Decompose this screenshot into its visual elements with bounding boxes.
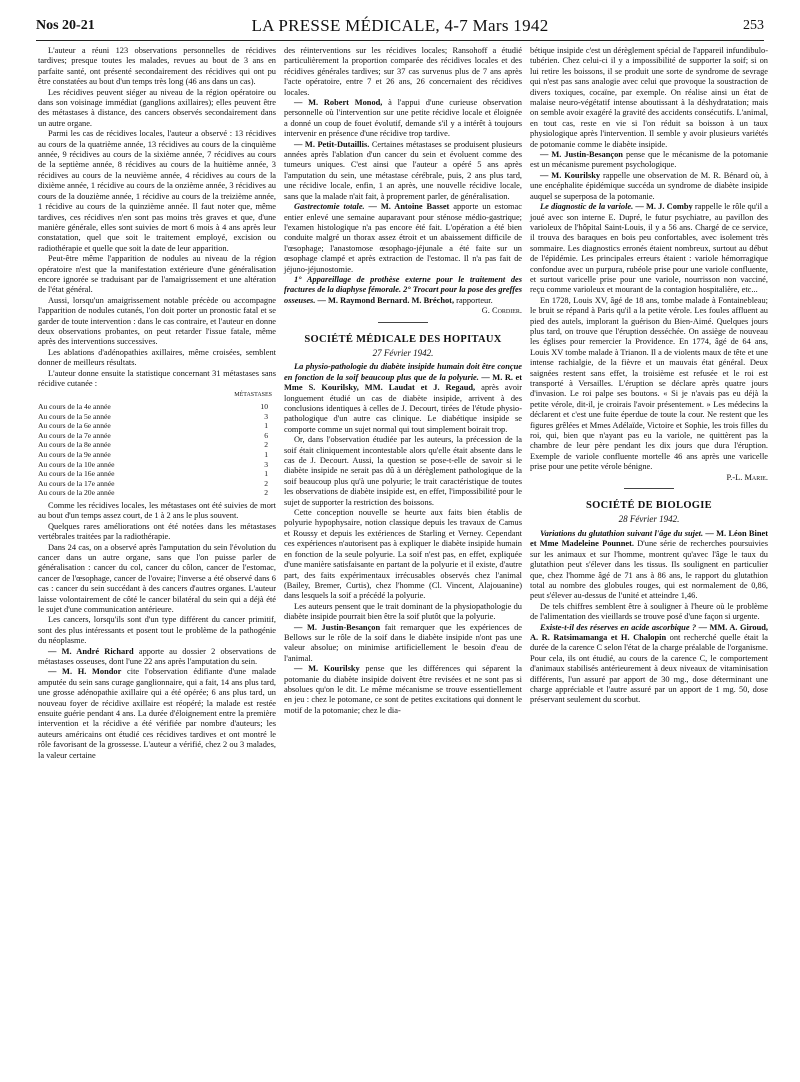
row-label: Au cours de la 17e année	[38, 478, 115, 488]
row-label: Au cours de la 4e année	[38, 402, 111, 411]
paragraph: Comme les récidives locales, les métastases ont été suivies de mort au bout d'un temps assez court, de 1 à 2 ans le plus souvent.	[38, 500, 276, 521]
paragraph	[530, 171, 768, 202]
speaker-name: — M. André Richard	[48, 646, 134, 656]
paragraph	[284, 140, 522, 202]
paragraph-text: apporte au dossier 2 observations de métastases osseuses, dont l'une 22 ans après l'amputation du sein.	[38, 646, 276, 667]
section-divider	[378, 322, 428, 323]
table-header: MÉTASTASES	[234, 392, 272, 399]
row-label: Au cours de la 8e année	[38, 440, 111, 450]
speaker-name: — M. Justin-Besançon	[294, 622, 381, 632]
paragraph: Quelques rares améliorations ont été notées dans les métastases vertébrales traitées par la radiothérapie.	[38, 521, 276, 542]
row-value: 2	[264, 488, 268, 498]
paragraph-text: rappelle une observation de M. R. Bénard où, à une encéphalite épidémique succéda un syndrome de diabète insipide auquel se superposa de la potomanie.	[530, 170, 768, 201]
speaker-name: — M. Léon Binet et Mme Madeleine Pounnet.	[530, 528, 768, 549]
table-row	[38, 412, 276, 422]
paragraph: Les récidives peuvent siéger au niveau de la région opératoire ou dans son voisinage immédiat (ganglions axillaires); elles peuvent être des métastases à distance, des cancers observés secondairement dans un autre organe.	[38, 87, 276, 128]
paragraph-text: cite l'observation édifiante d'une malade amputée du sein sans curage ganglionnaire, qui a fait, 14 ans plus tard, une grosse adénopathie axillaire qui a été opérée; 6 ans plus tard, un nouveau foyer de récidive axillaire est réopéré; la malade est restée ensuite guérie pendant 4 ans. La durée d'éloignement entre la première intervention et la récidive a été vérifiée par nombre d'auteurs; les auteurs américains ont étudié ces récidives tardives et ont montré le rôle favorisant de la grossesse. L'auteur a vérifié, chez 2 ou 3 malades, la valeur certaine	[38, 667, 277, 760]
paragraph	[530, 529, 768, 602]
row-value: 6	[264, 430, 268, 440]
table-row	[38, 479, 276, 489]
paragraph: Les auteurs pensent que le trait dominant de la physiopathologie du diabète insipide pourrait bien être la soif plutôt que la polyurie.	[284, 601, 522, 622]
paragraph-text: pense que le mécanisme de la potomanie est un mécanisme purement psychologique.	[530, 150, 768, 170]
speaker-name: — M. H. Mondor	[48, 667, 122, 677]
row-value: 1	[264, 449, 268, 459]
paragraph-text: pense que les différences qui séparent la potomanie du diabète insipide doivent être revisées et ne sont pas si absolues qu'on le dit. Le même mécanisme se trouve essentiellement en jeu : chez le potomane, ce sont de petites excitations qui donnent le motif de la potomanie; chez le dia-	[284, 664, 522, 715]
table-row	[38, 421, 276, 431]
section-title: Variations du glutathion suivant l'âge du sujet.	[540, 528, 704, 538]
speaker-name: — M. J. Comby	[633, 202, 693, 212]
section-title: 1° Appareillage de prothèse externe pour le traitement des fractures de la diaphyse fémorale. 2° Trocart pour la pose des greffes osseuses.	[284, 274, 522, 305]
page-number: 253	[743, 18, 764, 33]
paragraph	[284, 362, 522, 435]
column-1	[38, 46, 276, 761]
row-label: Au cours de la 10e année	[38, 459, 115, 469]
table-row	[38, 402, 276, 412]
row-label: Au cours de la 9e année	[38, 449, 111, 459]
section-divider	[624, 488, 674, 489]
paragraph: Cette conception nouvelle se heurte aux faits bien établis de polyurie hypophysaire, notion classique depuis les travaux de Camus et Roussy et depuis les extériences de Starling et Verney. Cependant ces expériences n'autorisent pas à expliquer le diabète insipide humain en fonction de la seule polyurie. La soif n'est pas, en effet, expliquée d'une manière satisfaisante en partant de la polyurie et il existe, d'autre part, des faits expérimentaux irrécusables observés chez l'animal (Bailey, Bremer, Curtis), chez l'homme (Cl. Vincent, Alajouanine) dans lesquels la soif a précédé la polyurie.	[284, 508, 522, 601]
paragraph-text: après avoir longuement étudié un cas de diabète insipide, arrivent à des conclusions identiques à celles de J. Decourt, tirées de l'étude physio-pathologique d'un autre cas clinique. Le diabétique insipide se comporte comme un sujet normal qui tout simplement boirait trop.	[284, 383, 522, 434]
column-3	[530, 46, 768, 706]
paragraph: Les cancers, lorsqu'ils sont d'un type différent du cancer primitif, sont des plus intéressants et posent tout le problème de la pathogénie du néoplasme.	[38, 615, 276, 646]
issue-number: Nos 20-21	[36, 18, 95, 33]
paragraph: Parmi les cas de récidives locales, l'auteur a observé : 13 récidives au cours de la quatrième année, 13 récidives au cours de la cinquième année, 9 récidives au cours de la sixième année, 7 récidives au cours de la septième année, 8 récidives au cours de la huitième année, 3 récidives au cours de la neuvième année, 4 récidives au cours de la dixième année, 1 récidive au cours de la onzième année, 3 récidives au cours de la douzième année, 1 récidive au cours de la treizième année, 1 récidive au cours de la quinzième année. Il faut noter que, même tardives, ces récidives n'en sont pas moins très graves et que, d'une manière générale, elles sont suivies de mort 6 mois à 4 ans après leur constatation, quel que soit le traitement employé, excision ou radiothérapie et quelle que soit la date de leur apparition.	[38, 129, 276, 253]
paragraph	[284, 623, 522, 665]
paragraph-text: apporte un estomac entier enlevé une semaine auparavant pour sténose médio-gastrique; l'examen histologique n'a pas encore été fait. L'opération a été bien conduite malgré un thorax assez étroit et un abaissement difficile de l'œsophage; l'anastomose œsophago-jéjunale a été faite sur un œsophage clampé et après extraction de l'estomac. Il n'a pas fait de jéjuno-jéjunostomie.	[284, 202, 522, 274]
column-2	[284, 46, 522, 716]
paragraph: Or, dans l'observation étudiée par les auteurs, la précession de la soif était cliniquement incontestable alors qu'elle était absente dans le cas de J. Decourt. Aussi, la question se pose-t-elle de savoir si le diabète insipide ne serait pas dû à un dérèglement pathologique de la soif beaucoup plus qu'à une polyurie; le trait caractéristique de toutes les observations de diabète insipide est, en effet, l'impossibilité pour le sujet de supporter la restriction des boissons.	[284, 435, 522, 507]
speaker-name: — M. Antoine Basset	[364, 202, 450, 212]
paragraph: Les ablations d'adénopathies axillaires, même croisées, semblent donner de meilleurs résultats.	[38, 347, 276, 368]
paragraph	[284, 275, 522, 306]
row-value: 3	[264, 411, 268, 421]
paragraph: L'auteur donne ensuite la statistique concernant 31 métastases sans récidive cutanée :	[38, 368, 276, 388]
paragraph: De tels chiffres semblent être à souligner à l'heure où le problème de l'alimentation des vieillards se trouve posé d'une façon si urgente.	[530, 601, 768, 622]
row-value: 2	[264, 440, 268, 450]
speaker-name: — M. Petit-Dutaillis.	[294, 139, 370, 149]
metastases-table	[38, 390, 276, 498]
paragraph: bétique insipide c'est un dérèglement spécial de l'appareil infundibulo-tubérien. Chez celui-ci il y a impossibilité de supporter la soif; si on lui retire les boissons, il se produit une sorte de syndrome de sevrage qui n'est pas sans analogie avec celui que provoque la soustraction de divers toxiques, cocaïne, par exemple. On réalise ainsi un état de malaise neuro-végétatif intense aboutissant à la déshydratation; mais on semble avoir exagéré la gravité des accidents consécutifs. L'animal, en tout cas, reste en vie si l'on réduit sa boisson à un taux physiologique après l'intervention. Il semble y avoir plusieurs variétés de potomanie comme le diabète insipide.	[530, 46, 768, 149]
table-row	[38, 450, 276, 460]
section-title: Gastrectomie totale.	[294, 202, 365, 212]
row-value: 2	[264, 478, 268, 488]
paragraph	[284, 98, 522, 140]
speaker-name: — M. Kourilsky	[540, 170, 601, 180]
society-heading: SOCIÉTÉ MÉDICALE DES HOPITAUX	[304, 333, 502, 345]
signature: P.-L. Marie.	[726, 472, 768, 482]
section-title: Le diagnostic de la variole.	[540, 202, 634, 212]
table-row	[38, 431, 276, 441]
session-date: 27 Février 1942.	[372, 347, 434, 358]
paragraph: En 1728, Louis XV, âgé de 18 ans, tombe malade à Fontainebleau; le bruit se répand à Paris qu'il a la petite vérole. Les foules affluent au pied des autels, implorant la guérison du Bien-Aimé. Quelques jours plus tard, on trouve que l'éruption desséchée. On assiège de nouveau les églises pour remercier la Providence. En 1774, âgé de 64 ans, Louis XV tombe malade à Trianon. Il a de violents maux de tête et une intense rachialgie, de la fièvre et un mauvais état général. Deux saignées restent sans effet, la troisième est refusée et le roi est transporté à Versailles. L'éruption se déclare après quatre jours d'invasion. Le roi palpe ses boutons. « Si je n'avais pas eu déjà la petite vérole, dit-il, je croirais l'avoir présentement. » Les médecins la déclarent et c'est une fuite éperdue de toute la cour. Ne restent que les figures grêlées et Mmes Adélaïde, Victoire et Sophie, les trois filles du roi, qui, bien que n'ayant pas eu la variole, ne quittèrent pas la chambre de leur père pendant les dix jours que dura l'éruption. Exemple de variole confluente mortelle 46 ans après une varicelle prise pour une petite vérole bénigne.	[530, 295, 768, 472]
paragraph	[284, 664, 522, 716]
paragraph: des réinterventions sur les récidives locales; Ransohoff a étudié particulièrement la proportion comparée des récidives locales et des récidives générales tardives; sur 37 cas survenus plus de 7 ans après l'acte opératoire, entre 7 et 26 ans, 26 concernaient des récidives locales.	[284, 46, 522, 97]
paragraph	[530, 623, 768, 706]
table-row	[38, 460, 276, 470]
paragraph-text: fait remarquer que les expériences de Bellows sur le rôle de la soif dans le diabète insipide n'ont pas une valeur absolue; on minimise artificiellement le besoin d'eau de l'animal.	[284, 622, 522, 663]
section-title: La physio-pathologie du diabète insipide humain doit être conçue en fonction de la soif beaucoup plus que de la polyurie.	[284, 362, 522, 382]
row-label: Au cours de la 5e année	[38, 411, 111, 421]
paragraph-text: rapporteur.	[454, 295, 493, 305]
row-value: 10	[260, 402, 268, 411]
paragraph-text: D'une série de recherches poursuivies sur les animaux et sur l'homme, montrent qu'avec l'âge le taux du glutathion peut s'élever dans les tissus. Ils soulignent en particulier que, chez l'homme âgé de 71 ans à 86 ans, le rapport du glutathion total au nombre des globules rouges, qui est normalement de 0,86, peut s'élever au-dessus de l'unité et atteindre 1,46.	[530, 539, 768, 601]
paragraph	[284, 202, 522, 275]
paragraph: Dans 24 cas, on a observé après l'amputation du sein l'évolution du cancer dans un autre organe, sans que l'on puisse parler de généralisation : cancer du col, cancer du côlon, cancer de l'estomac, cancer de l'œsophage, cancer de l'ovaire; l'inverse a été observé dans 6 cas : cancer du sein succédant à des cancers d'autres organes. L'auteur laisse volontairement de côté le cancer bilatéral du sein qui a déjà été le sujet d'une communication antérieure.	[38, 542, 276, 614]
paragraph	[530, 150, 768, 171]
session-date: 28 Février 1942.	[618, 514, 680, 525]
row-label: Au cours de la 7e année	[38, 430, 111, 440]
paragraph-text: ont recherché quelle était la durée de la carence C selon l'état de la charge préalable de l'organisme. Pour cela, ils ont étudié, au cours de la carence C, le comportement d'animaux stabilisés antérieurement à deux niveaux de vitaminisation différents, l'un assuré par apport de 30 mg., dose déterminant une charge appréciable et l'autre assuré par un apport de 1 mg. 50, dose préservant seulement du scorbut.	[530, 632, 768, 705]
speaker-name: — M. R. et Mme S. Kourilsky, MM. Laudat et J. Regaud,	[284, 372, 523, 393]
speaker-name: — MM. A. Giroud, A. R. Ratsimamanga et H. Chalopin	[530, 622, 768, 642]
table-row	[38, 440, 276, 450]
table-row	[38, 469, 276, 479]
row-label: Au cours de la 16e année	[38, 469, 115, 479]
paragraph	[530, 202, 768, 296]
row-value: 3	[264, 459, 268, 469]
paragraph-text: à l'appui d'une curieuse observation personnelle où l'intervention sur une petite récidive locale et éloignée a donné un coup de fouet évolutif, demande s'il y a intérêt à toujours intervenir en présence d'une récidive trop tardive.	[284, 98, 522, 139]
paragraph: Aussi, lorsqu'un amaigrissement notable précède ou accompagne l'apparition de nodules cutanés, l'on doit porter un pronostic fatal et se garder de toute intervention : dans le cas contraire, et l'auteur en donne deux observations probantes, on peut retarder l'issue fatale, même après des interventions successives.	[38, 295, 276, 347]
society-heading: SOCIÉTÉ DE BIOLOGIE	[586, 500, 712, 512]
page-header	[36, 16, 764, 40]
paragraph	[38, 647, 276, 668]
journal-title: LA PRESSE MÉDICALE, 4-7 Mars 1942	[251, 16, 549, 35]
paragraph: Peut-être même l'apparition de nodules au niveau de la région opératoire n'est que la manifestation extérieure d'une généralisation encore ignorée se traduisant par de l'amaigrissement et une altération de l'état général.	[38, 254, 276, 295]
paragraph	[38, 667, 276, 761]
speaker-name: — M. Robert Monod,	[294, 98, 383, 108]
row-value: 1	[264, 469, 268, 479]
speaker-name: — M. Raymond Bernard. M. Bréchot,	[315, 295, 455, 305]
paragraph: L'auteur a réuni 123 observations personnelles de récidives tardives; presque toutes les malades, revues au bout de 3 ans en parfaite santé, ont présenté secondairement des récidives qui ont pu être constatées au bout d'un temps très long (46 ans dans un cas).	[38, 46, 276, 87]
section-title: Existe-t-il des réserves en acide ascorbique ?	[540, 622, 697, 632]
speaker-name: — M. Justin-Besançon	[540, 150, 623, 160]
row-label: Au cours de la 20e année	[38, 488, 115, 498]
paragraph-text: rappelle le rôle qu'il a joué avec son interne E. Dupré, le futur psychiatre, au pavillon des varioleux de l'hôpital Saint-Louis, il y a 56 ans. Chargé de ce service, il trouva des baraques en bois peu confortables, avec isolement très sommaire. Les diagnostics erronés étaient nombreux, surtout au début de l'épidémie. Les principales erreurs étaient : variole hémorragique confondue avec un purpura, rubéole prise pour une variole confluente, et surtout varicelle prise pour une variole, nourrisson non vacciné, reçu comme varioleux et mourant de la contagion hospitalière, etc...	[530, 202, 768, 295]
signature: G. Cordier.	[481, 306, 522, 316]
header-rule	[36, 40, 764, 41]
speaker-name: — M. Kourilsky	[294, 664, 360, 674]
row-label: Au cours de la 6e année	[38, 421, 111, 431]
paragraph-text: Certaines métastases se produisent plusieurs années après l'ablation d'un cancer du sein et évoluent comme des tumeurs uniques. C'est ainsi que l'auteur a opéré 5 ans après l'amputation du sein, une métastase cérébrale, puis, 2 ans plus tard, une récidive locale, enfin, 1 an après, une nouvelle récidive locale, sans que la malade n'ait fait, à proprement parler, de généralisation.	[284, 139, 522, 201]
row-value: 1	[264, 421, 268, 431]
table-row	[38, 488, 276, 498]
